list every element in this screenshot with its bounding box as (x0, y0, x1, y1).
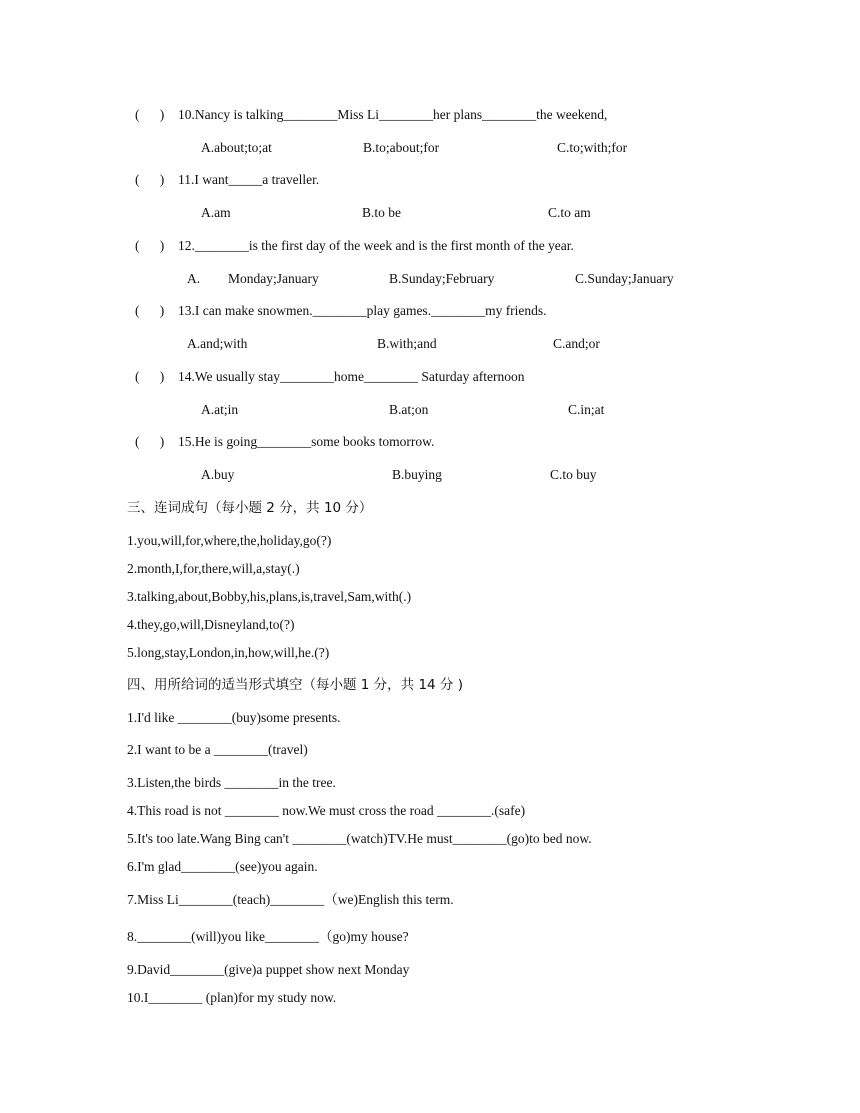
option-a: A. (187, 271, 201, 286)
option-a: A.at;in (201, 402, 239, 417)
list-item: 8.________(will)you like________（go)my house? (127, 929, 409, 944)
question-stem: 10.Nancy is talking________Miss Li________her plans________the weekend, (178, 107, 608, 122)
option-c: C.and;or (553, 336, 600, 351)
question-paren: ( ) (135, 369, 165, 384)
option-a: A.and;with (187, 336, 248, 351)
option-a: A.buy (201, 467, 235, 482)
option-b: B.with;and (377, 336, 437, 351)
list-item: 3.Listen,the birds ________in the tree. (127, 775, 336, 790)
option-c: C.in;at (568, 402, 605, 417)
list-item: 1.you,will,for,where,the,holiday,go(?) (127, 533, 332, 548)
list-item: 4.This road is not ________ now.We must cross the road ________.(safe) (127, 803, 526, 818)
option-c: C.to buy (550, 467, 597, 482)
option-b: B.to;about;for (363, 140, 440, 155)
list-item: 3.talking,about,Bobby,his,plans,is,travel,Sam,with(.) (127, 589, 412, 604)
list-item: 9.David________(give)a puppet show next Monday (127, 962, 410, 977)
list-item: 10.I________ (plan)for my study now. (127, 990, 337, 1005)
list-item: 4.they,go,will,Disneyland,to(?) (127, 617, 295, 632)
option-b: B.at;on (389, 402, 429, 417)
list-item: 1.I'd like ________(buy)some presents. (127, 710, 341, 725)
option-b: B.buying (392, 467, 442, 482)
question-stem: 12.________is the first day of the week and is the first month of the year. (178, 238, 574, 253)
option-b: B.to be (362, 205, 401, 220)
list-item: 7.Miss Li________(teach)________（we)English this term. (127, 892, 454, 907)
option-a: A.about;to;at (201, 140, 272, 155)
question-stem: 11.I want_____a traveller. (178, 172, 320, 187)
option-c: C.to;with;for (557, 140, 628, 155)
option-c: C.Sunday;January (575, 271, 674, 286)
list-item: 5.long,stay,London,in,how,will,he.(?) (127, 645, 330, 660)
section-heading: 三、连词成句（每小题 2 分，共 10 分） (127, 500, 373, 516)
question-stem: 14.We usually stay________home________ Saturday afternoon (178, 369, 525, 384)
question-stem: 13.I can make snowmen.________play games.________my friends. (178, 303, 547, 318)
list-item: 5.It's too late.Wang Bing can't ________(watch)TV.He must________(go)to bed now. (127, 831, 592, 846)
question-paren: ( ) (135, 107, 165, 122)
option-b: B.Sunday;February (389, 271, 495, 286)
list-item: 2.I want to be a ________(travel) (127, 742, 308, 757)
option-a-text: Monday;January (228, 271, 319, 286)
list-item: 2.month,I,for,there,will,a,stay(.) (127, 561, 300, 576)
question-paren: ( ) (135, 434, 165, 449)
list-item: 6.I'm glad________(see)you again. (127, 859, 318, 874)
option-a: A.am (201, 205, 231, 220)
question-paren: ( ) (135, 238, 165, 253)
option-c: C.to am (548, 205, 591, 220)
question-stem: 15.He is going________some books tomorrow. (178, 434, 435, 449)
question-paren: ( ) (135, 172, 165, 187)
section-heading: 四、用所给词的适当形式填空（每小题 1 分，共 14 分 ) (127, 677, 463, 693)
question-paren: ( ) (135, 303, 165, 318)
